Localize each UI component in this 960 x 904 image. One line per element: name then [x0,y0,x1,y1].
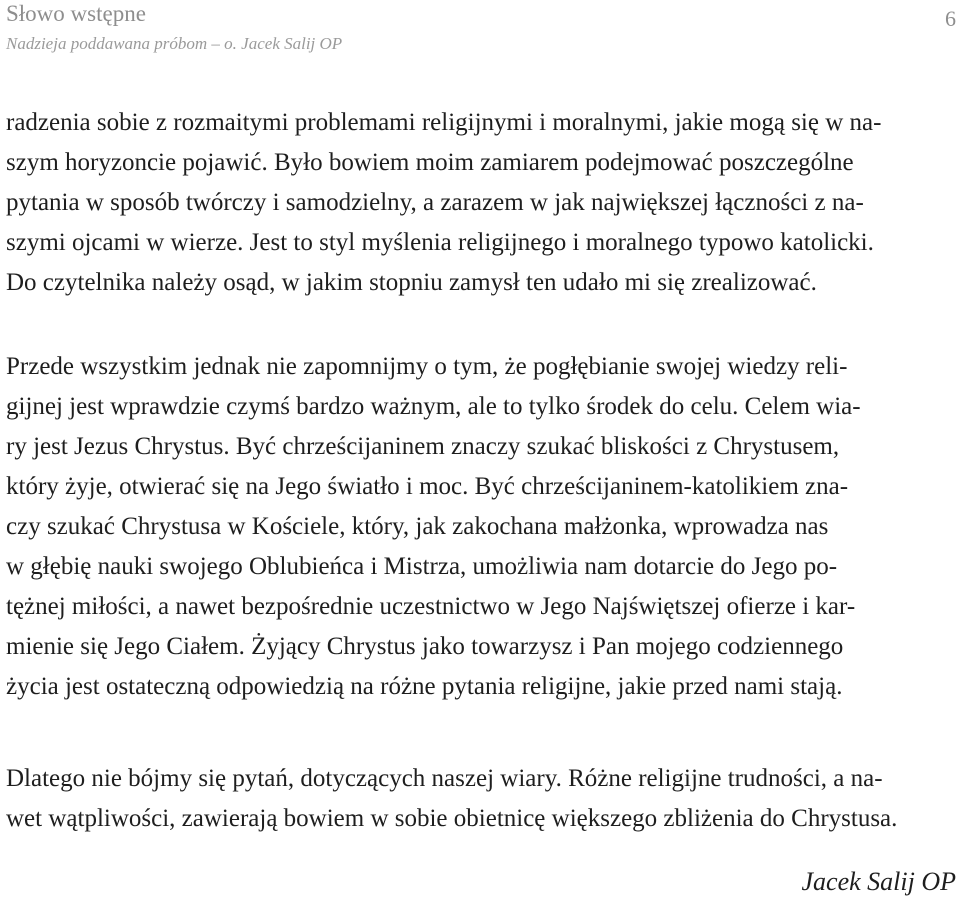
paragraph-3 [6,759,956,839]
paragraph-line: wet wątpliwości, zawierają bowiem w sobie obietnicę większego zbliżenia do Chrystusa. [6,805,898,832]
paragraph-line: ry jest Jezus Chrystus. Być chrześcijaninem znaczy szukać bliskości z Chrystusem, [6,433,840,460]
page-header [6,0,956,60]
paragraph-line: mienie się Jego Ciałem. Żyjący Chrystus jako towarzysz i Pan mojego codziennego [6,633,844,660]
paragraph-line: radzenia sobie z rozmaitymi problemami religijnymi i moralnymi, jakie mogą się w na- [6,109,882,136]
author-signature: Jacek Salij OP [801,867,956,896]
paragraph-2 [6,347,956,707]
book-subtitle: Nadzieja poddawana próbom – o. Jacek Salij OP [6,34,343,53]
paragraph-line: Do czytelnika należy osąd, w jakim stopniu zamysł ten udało mi się zrealizować. [6,269,817,296]
paragraph-line: szymi ojcami w wierze. Jest to styl myślenia religijnego i moralnego typowo katolicki. [6,229,874,256]
paragraph-line: w głębię nauki swojego Oblubieńca i Mistrza, umożliwia nam dotarcie do Jego po- [6,553,838,580]
paragraph-line: Dlatego nie bójmy się pytań, dotyczących naszej wiary. Różne religijne trudności, a na- [6,765,883,792]
paragraph-line: szym horyzoncie pojawić. Było bowiem moim zamiarem podejmować poszczególne [6,149,854,176]
paragraph-line: tężnej miłości, a nawet bezpośrednie uczestnictwo w Jego Najświętszej ofierze i kar- [6,593,856,620]
paragraph-line: czy szukać Chrystusa w Kościele, który, jak zakochana małżonka, wprowadza nas [6,513,829,540]
section-title: Słowo wstępne [6,1,146,26]
paragraph-line: pytania w sposób twórczy i samodzielny, a zarazem w jak największej łączności z na- [6,189,864,216]
paragraph-line: gijnej jest wprawdzie czymś bardzo ważnym, ale to tylko środek do celu. Celem wia- [6,393,861,420]
paragraph-line: który żyje, otwierać się na Jego światło i moc. Być chrześcijaninem-katolikiem zna- [6,473,849,500]
paragraph-line: Przede wszystkim jednak nie zapomnijmy o tym, że pogłębianie swojej wiedzy reli- [6,353,848,380]
page-number: 6 [945,6,956,31]
paragraph-1 [6,103,956,303]
paragraph-line: życia jest ostateczną odpowiedzią na różne pytania religijne, jakie przed nami stają. [6,673,843,700]
